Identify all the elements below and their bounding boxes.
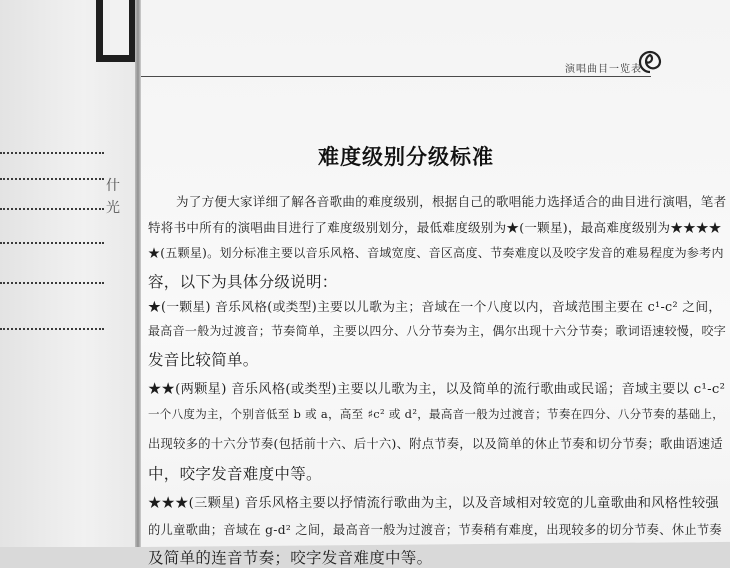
left-page-dotted-rule: [0, 208, 104, 210]
left-page-dotted-rule: [0, 328, 104, 330]
left-page: [0, 0, 140, 547]
paragraph-line: ★★★(三颗星) 音乐风格主要以抒情流行歌曲为主，以及音域相对较宽的儿童歌曲和风格性较强: [148, 496, 720, 511]
left-page-dotted-rule: [0, 178, 104, 180]
document-title: 难度级别分级标准: [318, 144, 494, 169]
left-page-char: 光: [106, 200, 120, 216]
paragraph-line: 及简单的连音节奏；咬字发音难度中等。: [148, 549, 433, 567]
page-corner-inner: [103, 0, 129, 55]
paragraph-line: 一个八度为主，个别音低至 b 或 a，高至 ♯c² 或 d²，最高音一般为过渡音；节奏在四分、八分节奏的基础上，: [148, 407, 725, 421]
paragraph-line: ★★(两颗星) 音乐风格(或类型)主要以儿歌为主，以及简单的流行歌曲或民谣；音域主要以 c¹-c²: [148, 382, 726, 397]
paragraph-line: 容，以下为具体分级说明：: [148, 273, 338, 291]
left-page-text: [106, 175, 128, 219]
paragraph-line: 中，咬字发音难度中等。: [148, 465, 322, 483]
header-rule: [141, 76, 651, 77]
paragraph-line: 出现较多的十六分节奏(包括前十六、后十六)、附点节奏，以及简单的休止节奏和切分节奏；歌曲语速适: [148, 437, 723, 451]
paragraph-line: ★(五颗星)。划分标准主要以音乐风格、音域宽度、音区高度、节奏难度以及咬字发音的难易程度为参考内: [148, 246, 724, 260]
left-page-dotted-rule: [0, 242, 104, 244]
paragraph-line: 最高音一般为过渡音；节奏简单，主要以四分、八分节奏为主，偶尔出现十六分节奏；歌词语速较慢，咬字: [148, 324, 727, 338]
paragraph-line: 特将书中所有的演唱曲目进行了难度级别划分，最低难度级别为★(一颗星)，最高难度级别为★★★★: [148, 220, 722, 235]
spiral-logo-icon: [637, 49, 663, 75]
paragraph-line: ★(一颗星) 音乐风格(或类型)主要以儿歌为主；音域在一个八度以内，音域范围主要在 c¹-c² 之间，: [148, 300, 722, 315]
paragraph-line: 为了方便大家详细了解各音歌曲的难度级别，根据自己的歌唱能力选择适合的曲目进行演唱，笔者: [176, 194, 727, 209]
left-page-dotted-rule: [0, 152, 104, 154]
running-header: 演唱曲目一览表: [565, 64, 642, 75]
paragraph-line: 的儿童歌曲；音域在 g-d² 之间，最高音一般为过渡音；节奏稍有难度，出现较多的切分节奏、休止节奏: [148, 523, 722, 537]
paragraph-line: 发音比较简单。: [148, 351, 259, 369]
left-page-dotted-rule: [0, 282, 104, 284]
left-page-char: 什: [106, 178, 120, 194]
